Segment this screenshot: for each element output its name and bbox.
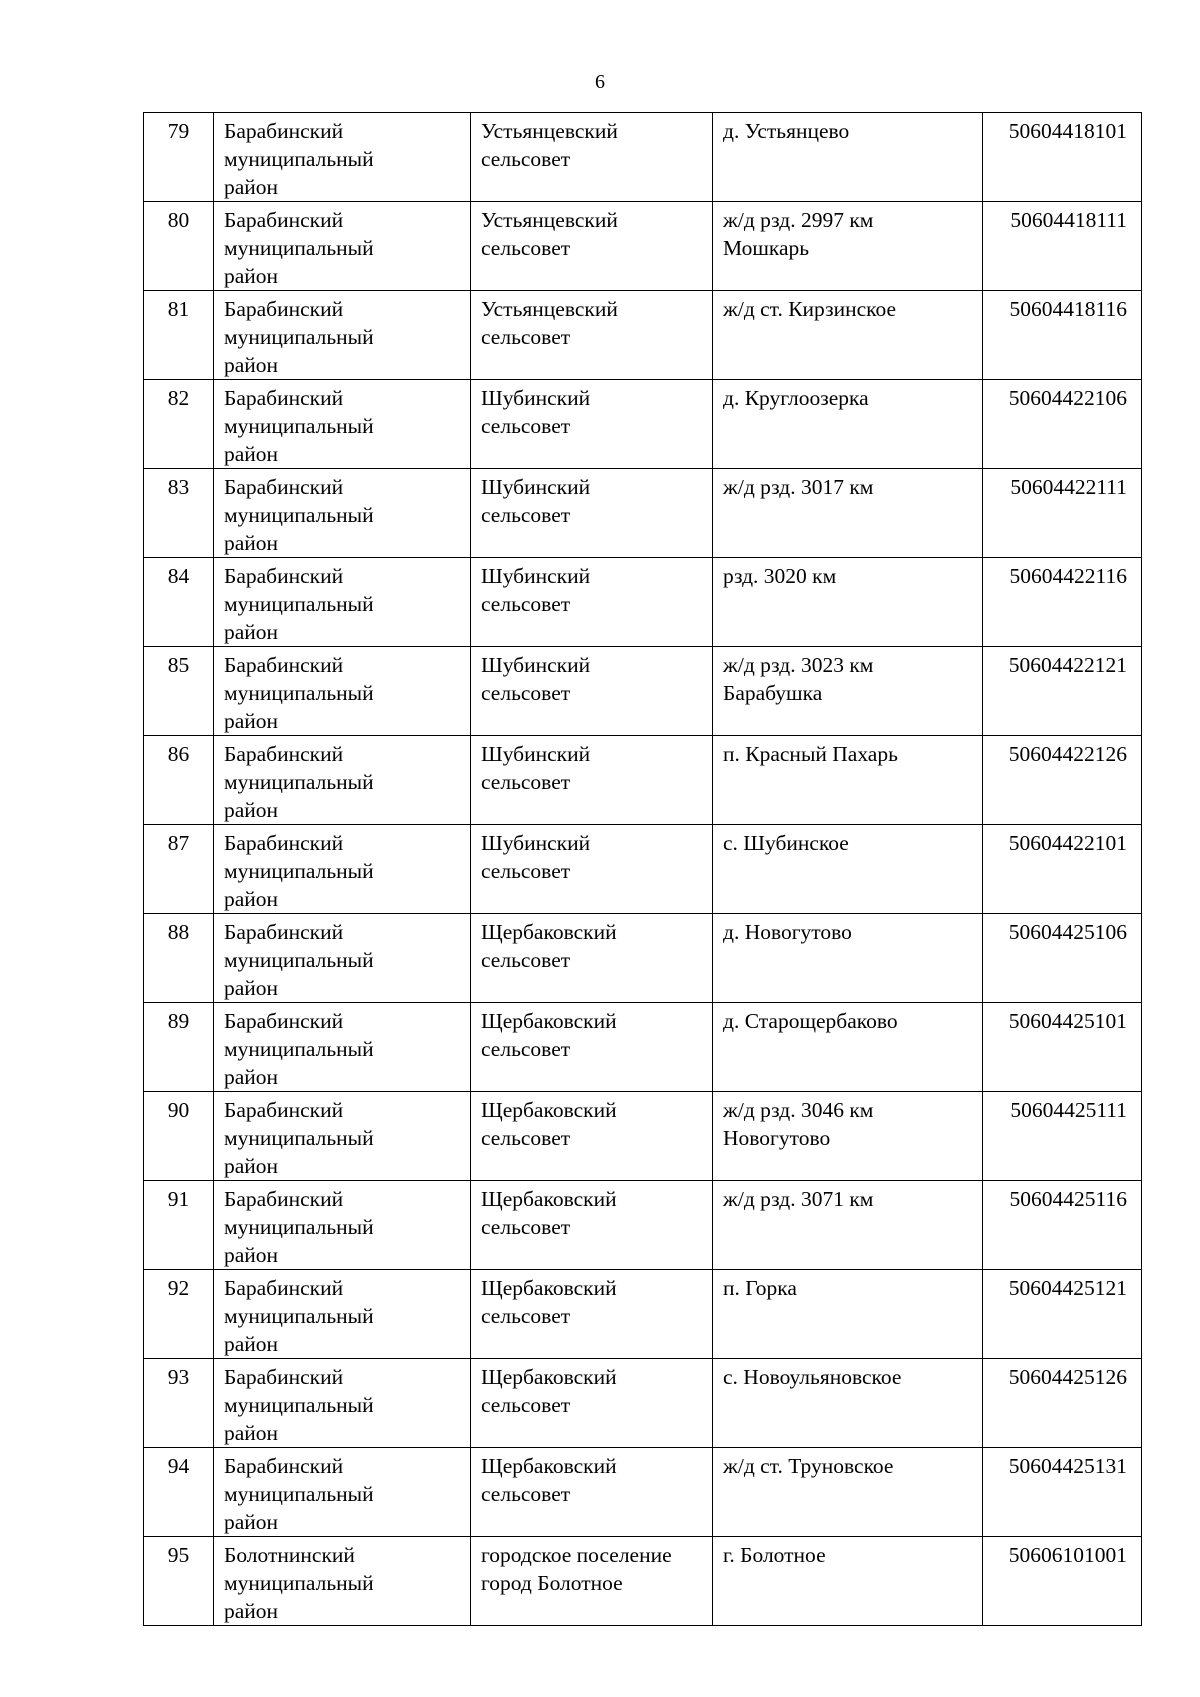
district-cell-text: Барабинский муниципальный район bbox=[224, 920, 374, 1000]
locality-cell bbox=[713, 1270, 983, 1359]
row-number bbox=[144, 914, 214, 1003]
table-row bbox=[144, 1537, 1142, 1626]
table-row bbox=[144, 914, 1142, 1003]
district-cell-text: Барабинский муниципальный район bbox=[224, 742, 374, 822]
oktmo-code-cell-text: 50604418116 bbox=[1009, 297, 1127, 321]
locality-cell-text: ж/д рзд. 3023 км Барабушка bbox=[723, 653, 874, 705]
district-cell-text: Барабинский муниципальный район bbox=[224, 653, 374, 733]
municipality-cell bbox=[471, 291, 713, 380]
district-cell bbox=[214, 825, 471, 914]
district-cell-text: Барабинский муниципальный район bbox=[224, 1454, 374, 1534]
oktmo-code-cell-text: 50604425106 bbox=[1008, 920, 1127, 944]
locality-cell bbox=[713, 202, 983, 291]
locality-cell-text: ж/д ст. Труновское bbox=[723, 1454, 894, 1478]
district-cell bbox=[214, 1092, 471, 1181]
district-cell-text: Барабинский муниципальный район bbox=[224, 831, 374, 911]
locality-cell-text: ж/д рзд. 3046 км Новогутово bbox=[723, 1098, 874, 1150]
table-row bbox=[144, 647, 1142, 736]
municipality-cell-text: Устьянцевский сельсовет bbox=[481, 208, 618, 260]
municipality-cell bbox=[471, 1270, 713, 1359]
row-number bbox=[144, 1181, 214, 1270]
locality-cell bbox=[713, 469, 983, 558]
oktmo-code-cell-text: 50604425126 bbox=[1008, 1365, 1127, 1389]
municipality-cell bbox=[471, 1359, 713, 1448]
oktmo-code-cell bbox=[983, 1003, 1142, 1092]
table-row bbox=[144, 113, 1142, 202]
oktmo-code-cell bbox=[983, 558, 1142, 647]
district-cell-text: Барабинский муниципальный район bbox=[224, 1009, 374, 1089]
municipality-cell bbox=[471, 914, 713, 1003]
locality-cell bbox=[713, 736, 983, 825]
row-number bbox=[144, 380, 214, 469]
municipality-cell-text: Щербаковский сельсовет bbox=[481, 1009, 617, 1061]
municipality-cell bbox=[471, 469, 713, 558]
municipality-cell-text: Шубинский сельсовет bbox=[481, 475, 591, 527]
district-cell bbox=[214, 914, 471, 1003]
row-number-text: 79 bbox=[167, 119, 190, 143]
municipality-cell bbox=[471, 1092, 713, 1181]
district-cell-text: Барабинский муниципальный район bbox=[224, 119, 374, 199]
locality-cell bbox=[713, 1181, 983, 1270]
municipality-cell bbox=[471, 1537, 713, 1626]
oktmo-code-cell-text: 50604425131 bbox=[1008, 1454, 1127, 1478]
locality-cell-text: ж/д ст. Кирзинское bbox=[723, 297, 897, 321]
municipality-cell-text: Щербаковский сельсовет bbox=[481, 1098, 617, 1150]
oktmo-code-cell bbox=[983, 914, 1142, 1003]
row-number bbox=[144, 1359, 214, 1448]
municipality-cell-text: Щербаковский сельсовет bbox=[481, 1365, 617, 1417]
table-row bbox=[144, 1003, 1142, 1092]
locality-cell bbox=[713, 1003, 983, 1092]
oktmo-code-cell-text: 50604425111 bbox=[1010, 1098, 1127, 1122]
district-cell-text: Барабинский муниципальный район bbox=[224, 1187, 374, 1267]
row-number-text: 90 bbox=[167, 1098, 190, 1122]
district-cell-text: Барабинский муниципальный район bbox=[224, 386, 374, 466]
row-number-text: 80 bbox=[167, 208, 190, 232]
table-row bbox=[144, 380, 1142, 469]
page-number: 6 bbox=[595, 71, 605, 93]
oktmo-code-cell bbox=[983, 202, 1142, 291]
district-cell bbox=[214, 291, 471, 380]
table-row bbox=[144, 1181, 1142, 1270]
district-cell bbox=[214, 1537, 471, 1626]
locality-cell-text: ж/д рзд. 3017 км bbox=[723, 475, 874, 499]
municipality-cell bbox=[471, 1181, 713, 1270]
oktmo-code-cell bbox=[983, 1181, 1142, 1270]
row-number-text: 92 bbox=[167, 1276, 190, 1300]
municipality-cell-text: Щербаковский сельсовет bbox=[481, 920, 617, 972]
oktmo-code-cell bbox=[983, 1270, 1142, 1359]
table-row bbox=[144, 1359, 1142, 1448]
locality-cell-text: рзд. 3020 км bbox=[723, 564, 837, 588]
oktmo-code-cell-text: 50604418101 bbox=[1008, 119, 1127, 143]
locality-cell-text: ж/д рзд. 2997 км Мошкарь bbox=[723, 208, 874, 260]
row-number-text: 84 bbox=[167, 564, 190, 588]
district-cell bbox=[214, 1448, 471, 1537]
row-number-text: 93 bbox=[167, 1365, 190, 1389]
municipality-cell bbox=[471, 380, 713, 469]
district-cell-text: Барабинский муниципальный район bbox=[224, 1276, 374, 1356]
table-row bbox=[144, 558, 1142, 647]
oktmo-code-cell bbox=[983, 1359, 1142, 1448]
municipality-cell bbox=[471, 736, 713, 825]
district-cell bbox=[214, 1359, 471, 1448]
district-cell bbox=[214, 113, 471, 202]
district-cell bbox=[214, 202, 471, 291]
oktmo-code-cell-text: 50604422121 bbox=[1008, 653, 1127, 677]
table-row bbox=[144, 202, 1142, 291]
district-cell-text: Барабинский муниципальный район bbox=[224, 1365, 374, 1445]
municipality-cell-text: Устьянцевский сельсовет bbox=[481, 119, 618, 171]
district-cell bbox=[214, 1270, 471, 1359]
locality-cell bbox=[713, 1092, 983, 1181]
table-row bbox=[144, 1092, 1142, 1181]
municipality-cell bbox=[471, 1003, 713, 1092]
row-number-text: 83 bbox=[167, 475, 190, 499]
row-number bbox=[144, 291, 214, 380]
oktmo-code-cell-text: 50604425101 bbox=[1008, 1009, 1127, 1033]
municipality-cell-text: Шубинский сельсовет bbox=[481, 742, 591, 794]
district-cell-text: Барабинский муниципальный район bbox=[224, 208, 374, 288]
oktmo-code-cell-text: 50604422106 bbox=[1008, 386, 1127, 410]
locality-cell bbox=[713, 558, 983, 647]
district-cell bbox=[214, 558, 471, 647]
municipality-cell-text: Шубинский сельсовет bbox=[481, 564, 591, 616]
locality-cell-text: д. Старощербаково bbox=[723, 1009, 898, 1033]
municipality-cell-text: Щербаковский сельсовет bbox=[481, 1454, 617, 1506]
locality-cell-text: ж/д рзд. 3071 км bbox=[723, 1187, 874, 1211]
municipality-cell bbox=[471, 647, 713, 736]
table-row bbox=[144, 1270, 1142, 1359]
oktmo-code-cell-text: 50604418111 bbox=[1010, 208, 1127, 232]
district-cell bbox=[214, 1003, 471, 1092]
table-row bbox=[144, 1448, 1142, 1537]
table-row bbox=[144, 291, 1142, 380]
oktmo-code-cell-text: 50604422111 bbox=[1010, 475, 1127, 499]
oktmo-code-cell-text: 50604425121 bbox=[1008, 1276, 1127, 1300]
locality-cell-text: д. Круглоозерка bbox=[723, 386, 869, 410]
table-row bbox=[144, 825, 1142, 914]
locality-cell bbox=[713, 914, 983, 1003]
municipality-cell-text: Щербаковский сельсовет bbox=[481, 1276, 617, 1328]
row-number bbox=[144, 1092, 214, 1181]
district-cell bbox=[214, 380, 471, 469]
row-number bbox=[144, 647, 214, 736]
district-cell bbox=[214, 469, 471, 558]
row-number-text: 81 bbox=[167, 297, 190, 321]
municipality-cell bbox=[471, 113, 713, 202]
locality-cell bbox=[713, 1359, 983, 1448]
row-number bbox=[144, 1448, 214, 1537]
row-number-text: 91 bbox=[167, 1187, 190, 1211]
oktmo-code-cell bbox=[983, 1092, 1142, 1181]
row-number-text: 87 bbox=[167, 831, 190, 855]
row-number-text: 88 bbox=[167, 920, 190, 944]
locality-cell bbox=[713, 825, 983, 914]
district-cell bbox=[214, 736, 471, 825]
oktmo-code-cell-text: 50606101001 bbox=[1008, 1543, 1127, 1567]
municipality-cell bbox=[471, 202, 713, 291]
locality-cell bbox=[713, 291, 983, 380]
locality-cell-text: с. Новоульяновское bbox=[723, 1365, 902, 1389]
table-body bbox=[144, 113, 1142, 1626]
municipality-cell bbox=[471, 558, 713, 647]
row-number-text: 85 bbox=[167, 653, 190, 677]
locality-cell bbox=[713, 1537, 983, 1626]
row-number-text: 95 bbox=[167, 1543, 190, 1567]
row-number bbox=[144, 1270, 214, 1359]
settlements-table bbox=[143, 112, 1142, 1626]
row-number bbox=[144, 113, 214, 202]
district-cell-text: Болотнинский муниципальный район bbox=[224, 1543, 374, 1623]
oktmo-code-cell bbox=[983, 647, 1142, 736]
table-row bbox=[144, 469, 1142, 558]
row-number-text: 89 bbox=[167, 1009, 190, 1033]
row-number-text: 86 bbox=[167, 742, 190, 766]
locality-cell-text: д. Новогутово bbox=[723, 920, 852, 944]
oktmo-code-cell-text: 50604422126 bbox=[1008, 742, 1127, 766]
district-cell bbox=[214, 1181, 471, 1270]
row-number bbox=[144, 469, 214, 558]
oktmo-code-cell bbox=[983, 469, 1142, 558]
municipality-cell-text: Щербаковский сельсовет bbox=[481, 1187, 617, 1239]
locality-cell-text: г. Болотное bbox=[723, 1543, 826, 1567]
district-cell-text: Барабинский муниципальный район bbox=[224, 1098, 374, 1178]
municipality-cell-text: городское поселение город Болотное bbox=[481, 1543, 672, 1595]
municipality-cell bbox=[471, 1448, 713, 1537]
locality-cell bbox=[713, 113, 983, 202]
municipality-cell-text: Шубинский сельсовет bbox=[481, 386, 591, 438]
row-number bbox=[144, 1537, 214, 1626]
row-number bbox=[144, 202, 214, 291]
locality-cell bbox=[713, 380, 983, 469]
row-number-text: 82 bbox=[167, 386, 190, 410]
locality-cell-text: п. Горка bbox=[723, 1276, 797, 1300]
row-number bbox=[144, 1003, 214, 1092]
oktmo-code-cell-text: 50604422116 bbox=[1009, 564, 1127, 588]
row-number bbox=[144, 558, 214, 647]
locality-cell-text: с. Шубинское bbox=[723, 831, 849, 855]
municipality-cell-text: Шубинский сельсовет bbox=[481, 831, 591, 883]
locality-cell bbox=[713, 1448, 983, 1537]
municipality-cell bbox=[471, 825, 713, 914]
municipality-cell-text: Устьянцевский сельсовет bbox=[481, 297, 618, 349]
oktmo-code-cell-text: 50604422101 bbox=[1008, 831, 1127, 855]
locality-cell bbox=[713, 647, 983, 736]
row-number-text: 94 bbox=[167, 1454, 190, 1478]
oktmo-code-cell bbox=[983, 291, 1142, 380]
district-cell-text: Барабинский муниципальный район bbox=[224, 297, 374, 377]
district-cell bbox=[214, 647, 471, 736]
oktmo-code-cell-text: 50604425116 bbox=[1009, 1187, 1127, 1211]
oktmo-code-cell bbox=[983, 1448, 1142, 1537]
row-number bbox=[144, 825, 214, 914]
oktmo-code-cell bbox=[983, 825, 1142, 914]
oktmo-code-cell bbox=[983, 1537, 1142, 1626]
row-number bbox=[144, 736, 214, 825]
oktmo-code-cell bbox=[983, 736, 1142, 825]
locality-cell-text: п. Красный Пахарь bbox=[723, 742, 898, 766]
municipality-cell-text: Шубинский сельсовет bbox=[481, 653, 591, 705]
oktmo-code-cell bbox=[983, 113, 1142, 202]
table-row bbox=[144, 736, 1142, 825]
oktmo-code-cell bbox=[983, 380, 1142, 469]
district-cell-text: Барабинский муниципальный район bbox=[224, 564, 374, 644]
district-cell-text: Барабинский муниципальный район bbox=[224, 475, 374, 555]
locality-cell-text: д. Устьянцево bbox=[723, 119, 850, 143]
